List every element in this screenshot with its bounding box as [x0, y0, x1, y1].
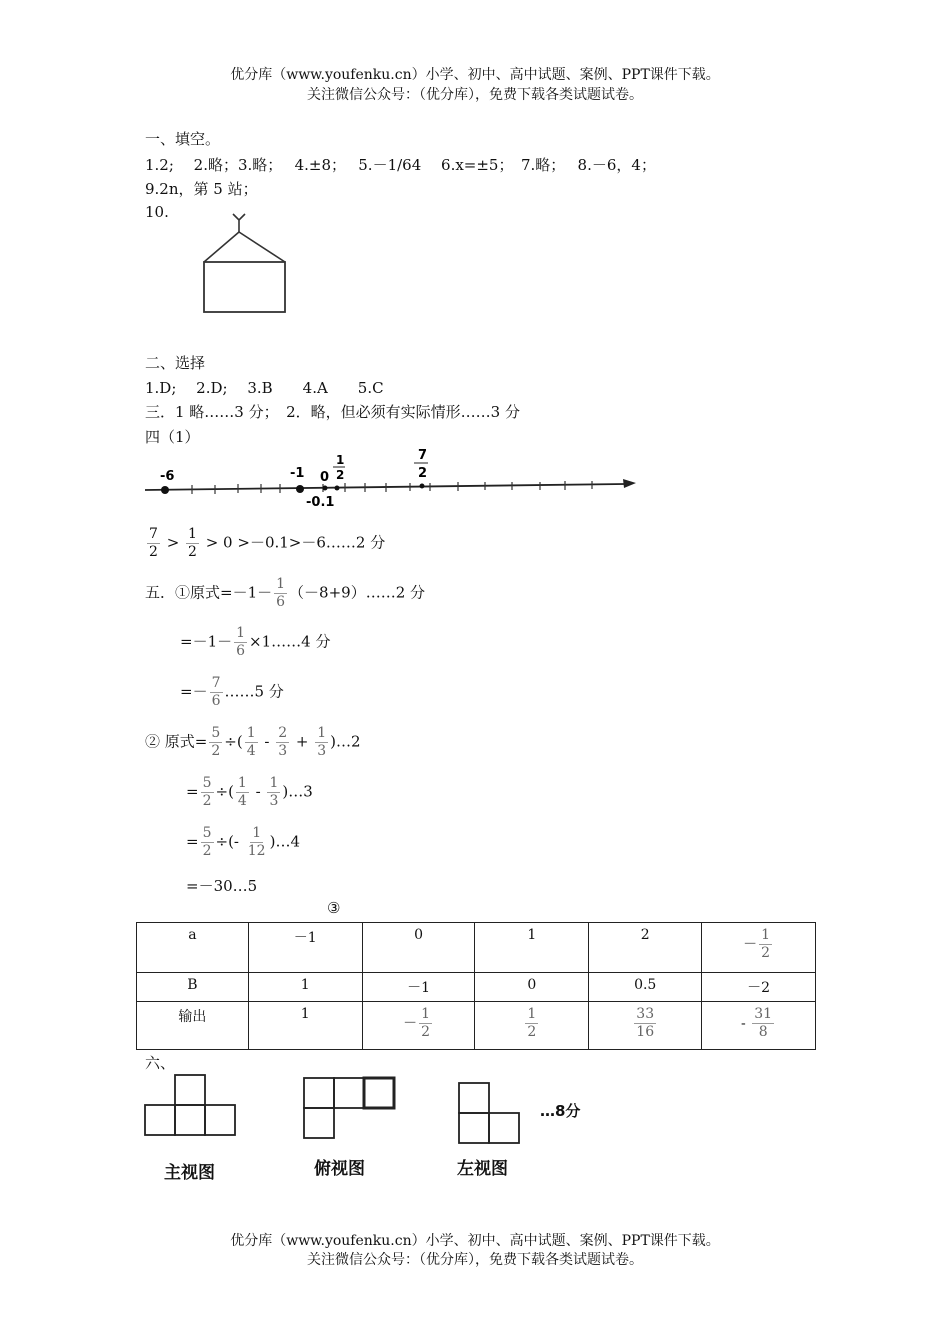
io-table — [136, 922, 816, 1050]
circle-three: ③ — [327, 899, 341, 917]
section6-title: 六、 — [145, 1054, 176, 1072]
cell-output-label: 输出 — [137, 1002, 249, 1050]
frac-1-2: $\frac{1}{2}$ — [188, 526, 197, 560]
section2-title: 二、选择 — [145, 354, 206, 372]
label-seven-num: 7 — [418, 448, 428, 463]
section1-line1: 1.2; 2.略；3.略； 4.±8； 5.－1/64 6.x=±5； 7.略； 8.－6，4； — [145, 156, 656, 174]
front-view-drawing — [140, 1072, 240, 1142]
left-view-label: 左视图 — [457, 1159, 508, 1179]
s5-line3: =－ $\frac{7}{6}$ ……5 分 — [180, 675, 284, 709]
cell-b-label: B — [137, 973, 249, 1002]
s5-q4: =－30…5 — [186, 877, 258, 895]
section2-answers: 1.D; 2.D; 3.B 4.A 5.C — [145, 379, 384, 397]
s5-line1: 五．①原式=－1－ $\frac{1}{6}$ （－8+9）……2 分 — [145, 576, 426, 610]
table-row: a －1 0 1 2 － $\frac{1}{2}$ — [137, 923, 816, 973]
section4-title: 四（1） — [145, 428, 200, 446]
label-half-den: 2 — [336, 468, 345, 482]
header-line-1: 优分库（www.youfenku.cn）小学、初中、高中试题、案例、PPT课件下载。 — [230, 67, 720, 83]
section1-line2: 9.2n，第 5 站； — [145, 180, 258, 198]
left-view-drawing — [455, 1080, 525, 1146]
label-zero: 0 — [320, 470, 330, 485]
cell-a-label: a — [137, 923, 249, 973]
top-view-label: 俯视图 — [314, 1159, 365, 1179]
footer-line-2: 关注微信公众号：（优分库），免费下载各类试题试卷。 — [307, 1252, 643, 1268]
number-line — [140, 448, 650, 518]
label-seven-den: 2 — [418, 466, 428, 481]
footer-line-1: 优分库（www.youfenku.cn）小学、初中、高中试题、案例、PPT课件下载。 — [230, 1233, 720, 1249]
point-zero — [323, 486, 328, 491]
label-neg6: -6 — [160, 469, 175, 484]
section1-title: 一、填空。 — [145, 130, 221, 148]
top-view-drawing — [300, 1075, 400, 1141]
s5-q1: ② 原式= $\frac{5}{2}$ ÷( $\frac{1}{4}$ - $\frac{2}{3}$ + $\frac{1}{3}$ )…2 — [145, 725, 361, 759]
table-row: 输出 1 － $\frac{1}{2}$ $\frac{1}{2}$ $\frac{33}{16}$ - $\frac{31}{8}$ — [137, 1002, 816, 1050]
point-neg1 — [296, 485, 304, 493]
label-half-num: 1 — [336, 453, 345, 467]
s5-line2: =－1－ $\frac{1}{6}$ ×1……4 分 — [180, 625, 331, 659]
point-seven-half — [420, 484, 425, 489]
s5-q3: = $\frac{5}{2}$ ÷(- $\frac{1}{12}$ )…4 — [186, 825, 300, 859]
label-neg01: -0.1 — [306, 495, 335, 510]
section3-text: 三．1 略……3 分； 2．略，但必须有实际情形……3 分 — [145, 403, 520, 421]
hanging-frame-drawing — [195, 212, 295, 322]
compare-line: $\frac{7}{2}$ > $\frac{1}{2}$ > 0 >－0.1>－6……2 分 — [149, 526, 386, 560]
frac-7-2: $\frac{7}{2}$ — [149, 526, 158, 560]
front-view-label: 主视图 — [164, 1163, 215, 1183]
s5-q2: = $\frac{5}{2}$ ÷( $\frac{1}{4}$ - $\frac{1}{3}$ )…3 — [186, 775, 313, 809]
point-neg6 — [161, 486, 169, 494]
point-half — [335, 486, 340, 491]
section1-item10: 10. — [145, 203, 169, 221]
label-neg1: -1 — [290, 466, 305, 481]
header-line-2: 关注微信公众号：（优分库），免费下载各类试题试卷。 — [307, 87, 643, 103]
section6-score: …8分 — [540, 1102, 581, 1120]
table-row: B 1 －1 0 0.5 －2 — [137, 973, 816, 1002]
